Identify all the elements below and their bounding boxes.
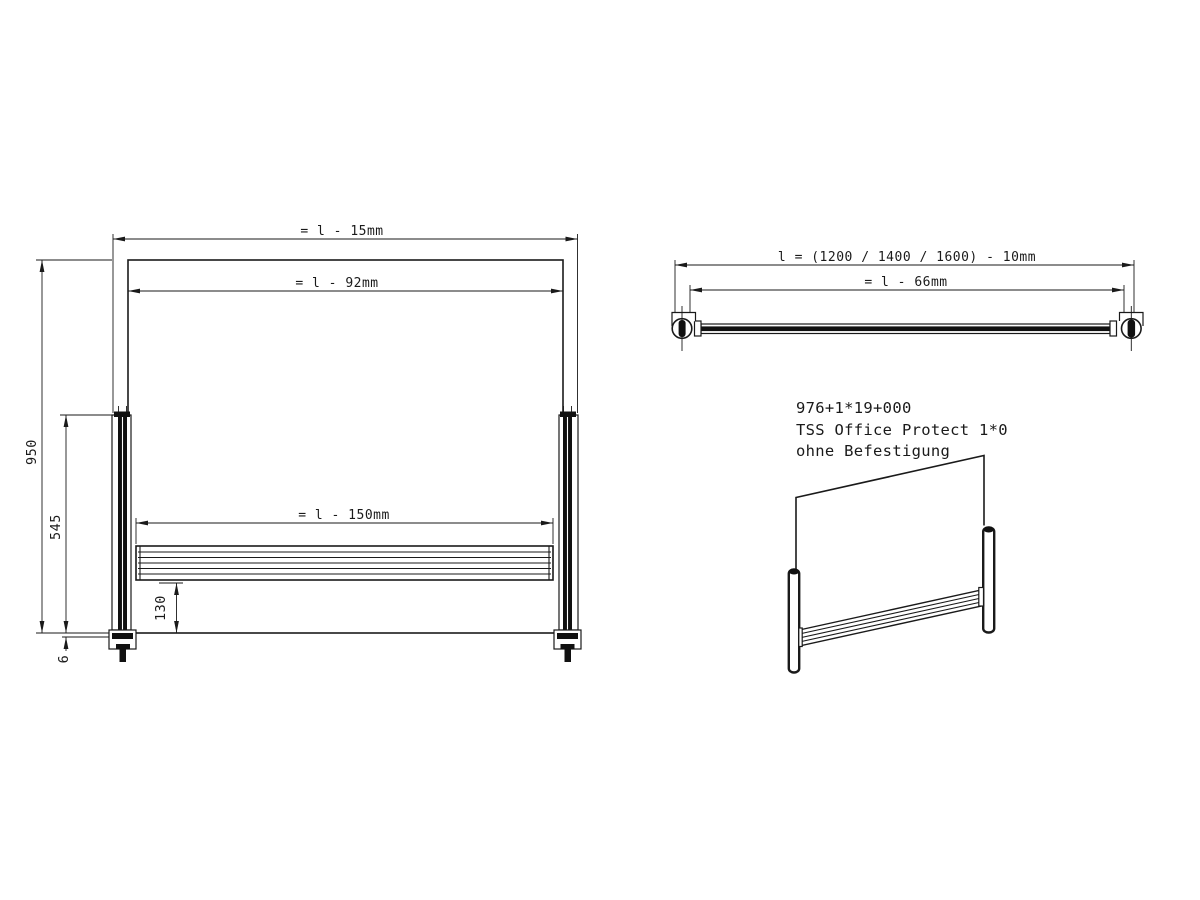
dim-rail-width-label: = l - 150mm bbox=[298, 508, 390, 523]
dim-overall-width-label: = l - 15mm bbox=[300, 224, 384, 239]
top-view bbox=[672, 250, 1143, 351]
iso-post-left bbox=[789, 569, 799, 673]
dim-panel-width-label: = l - 92mm bbox=[295, 276, 379, 291]
dim-length-overall-label: l = (1200 / 1400 / 1600) - 10mm bbox=[777, 250, 1037, 265]
dim-post-height bbox=[48, 415, 112, 633]
front-view bbox=[24, 224, 581, 663]
front-foot-right bbox=[554, 630, 581, 662]
iso-view bbox=[789, 399, 1008, 673]
front-post-right bbox=[559, 406, 578, 630]
top-clamp-left bbox=[672, 306, 696, 351]
dim-total-height-label: 950 bbox=[24, 439, 40, 465]
dim-foot-gap bbox=[56, 637, 72, 663]
dim-total-height bbox=[24, 260, 112, 633]
dim-length-inner-label: = l - 66mm bbox=[864, 275, 948, 290]
article-number: 976+1*19+000 bbox=[796, 399, 912, 417]
product-name: TSS Office Protect 1*0 bbox=[796, 421, 1008, 439]
front-rail bbox=[136, 546, 553, 580]
iso-post-right bbox=[983, 527, 994, 633]
top-rail-bar bbox=[695, 321, 1117, 336]
iso-rail bbox=[799, 588, 984, 647]
dim-length-inner bbox=[690, 275, 1124, 314]
dim-post-height-label: 545 bbox=[48, 514, 64, 540]
top-clamp-right bbox=[1120, 306, 1144, 351]
dim-rail-bottom-label: 130 bbox=[153, 595, 169, 621]
front-foot-left bbox=[109, 630, 136, 662]
variant-note: ohne Befestigung bbox=[796, 442, 951, 460]
dim-foot-gap-label: 6 bbox=[56, 654, 72, 664]
front-post-left bbox=[112, 406, 131, 630]
iso-panel bbox=[796, 456, 984, 570]
